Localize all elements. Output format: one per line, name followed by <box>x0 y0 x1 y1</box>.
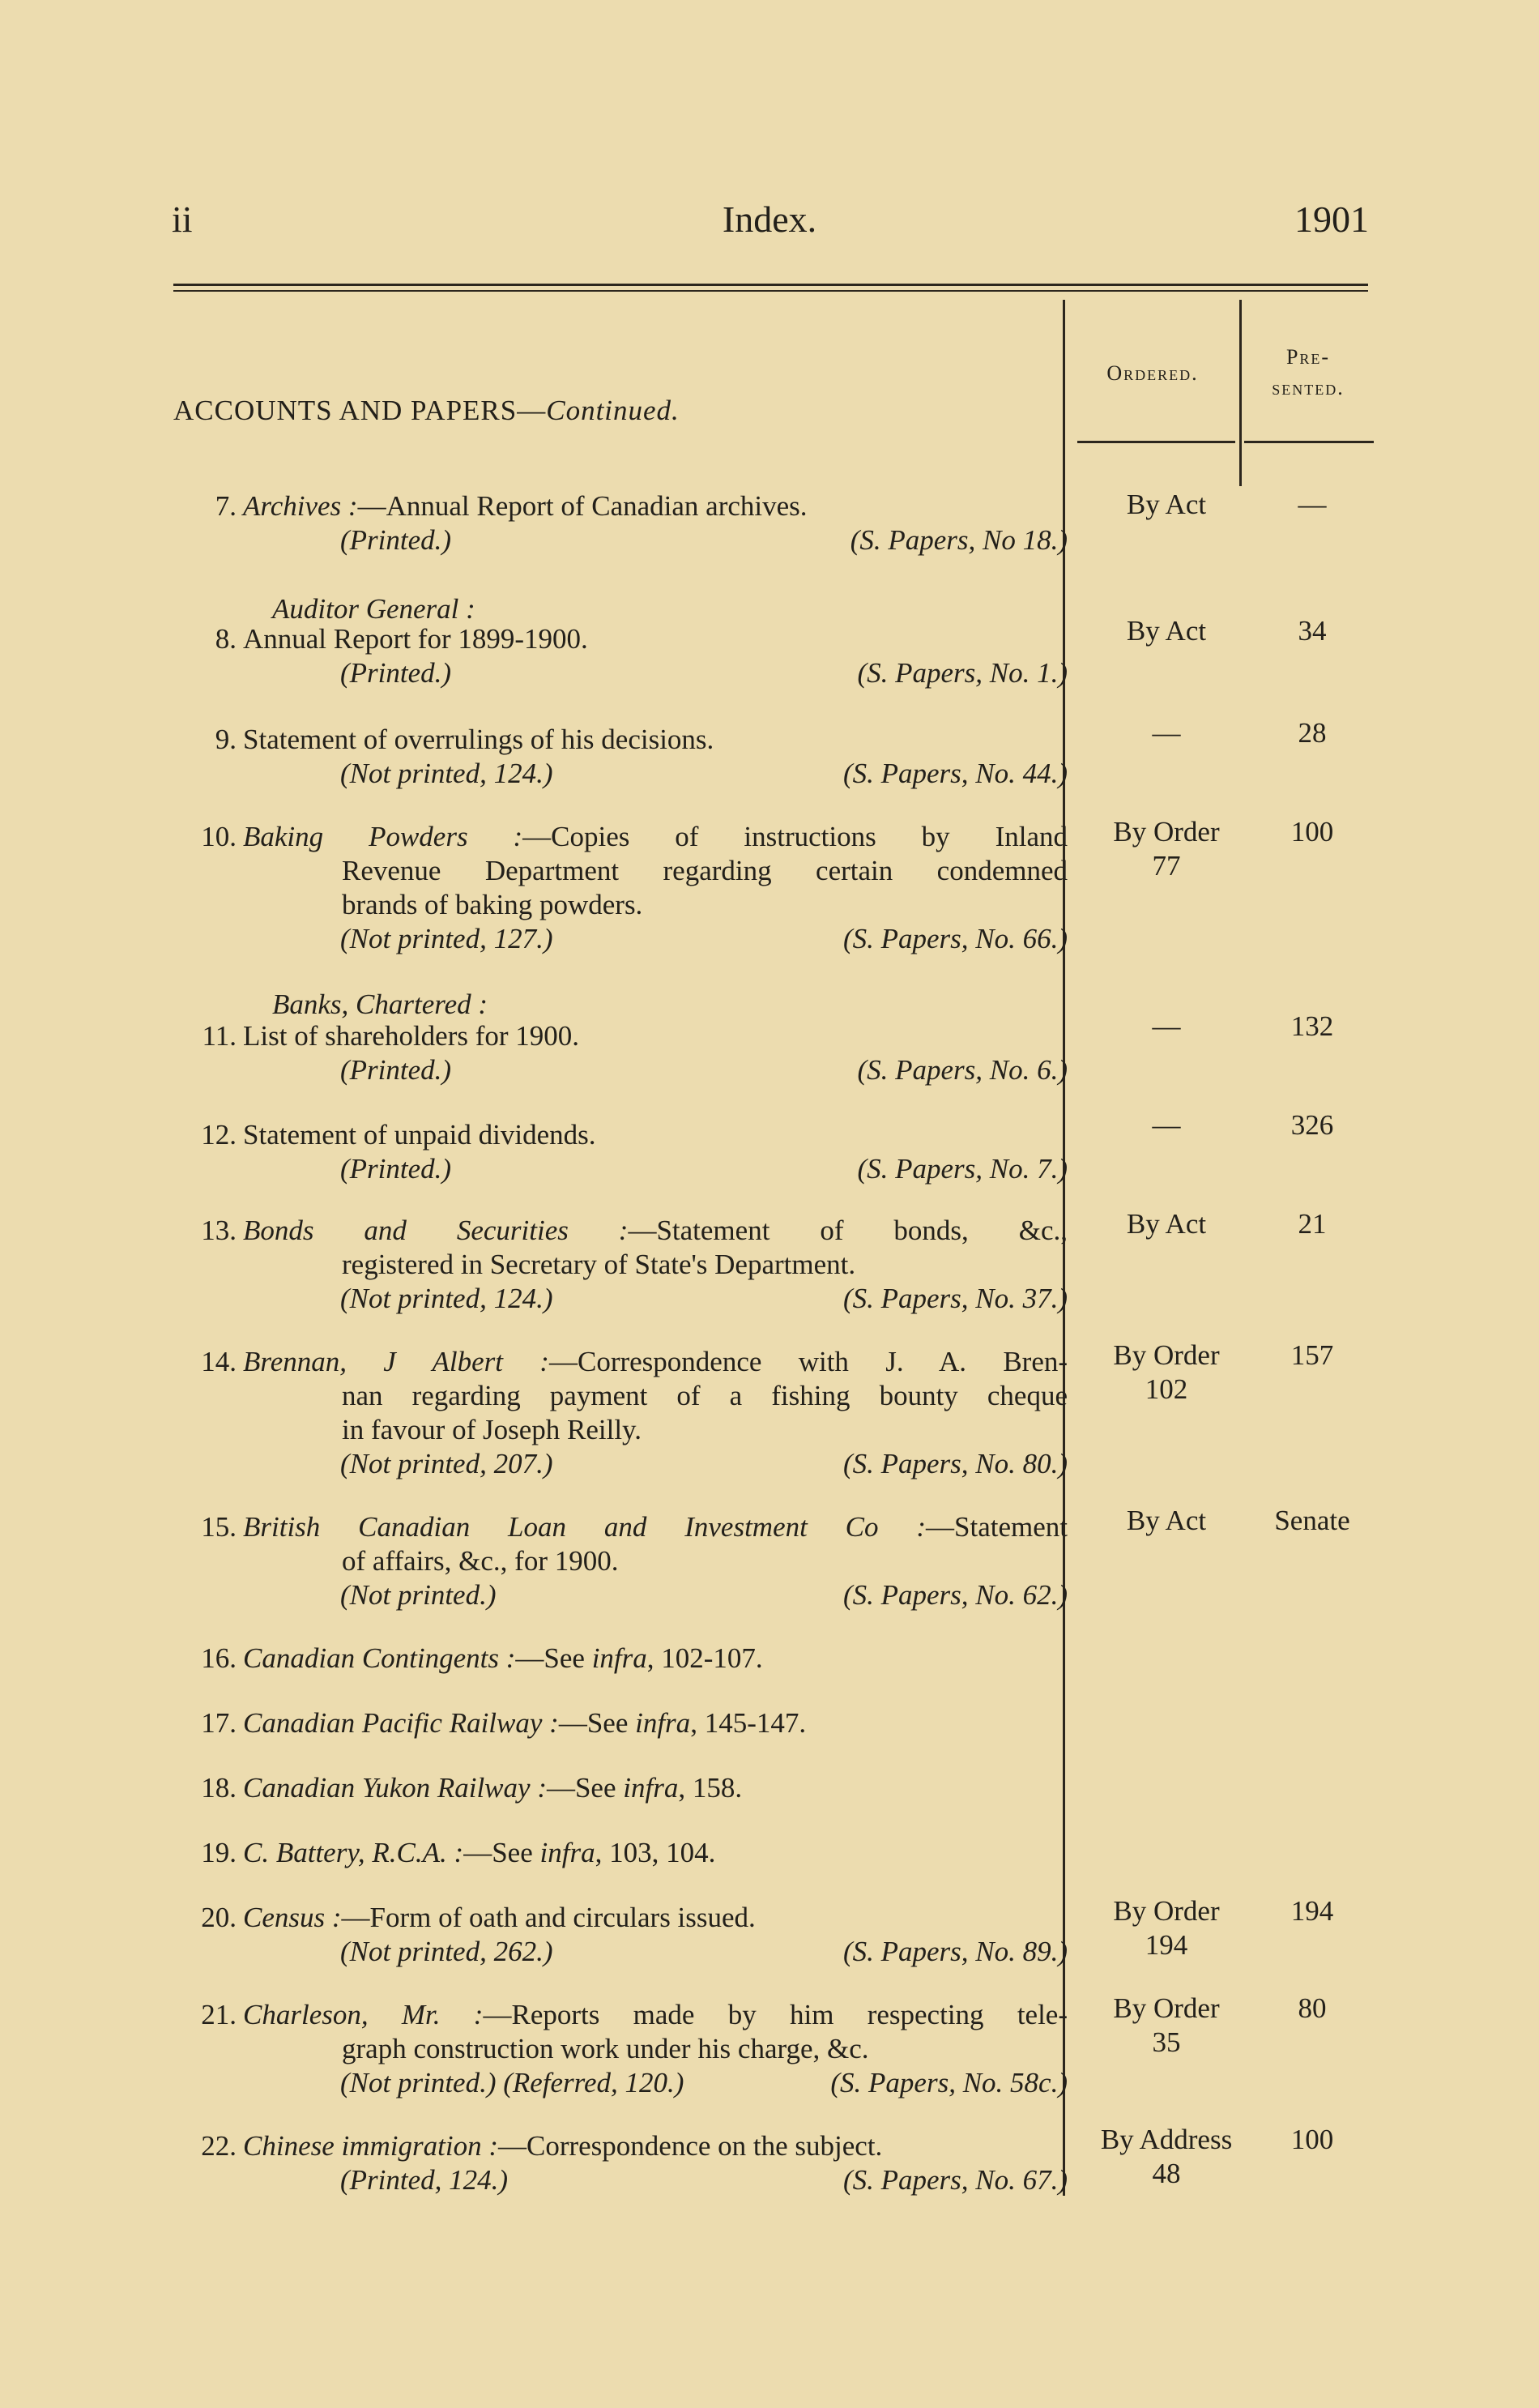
entry-reference: (S. Papers, No. 89.) <box>842 1936 1068 1967</box>
entry-status: (Printed.) <box>340 1153 452 1185</box>
entry-number: 13. <box>201 1215 237 1246</box>
entry-text: —See <box>558 1707 636 1739</box>
entry-text: , 158. <box>678 1772 743 1804</box>
presented-value: 194 <box>1290 1895 1334 1927</box>
entry-infra: infra <box>635 1707 691 1739</box>
entry-infra: infra <box>623 1772 679 1804</box>
index-entry <box>201 1706 1068 1740</box>
ordered-number: 194 <box>1145 1929 1188 1961</box>
entry-reference: (S. Papers, No. 80.) <box>842 1448 1068 1479</box>
entry-text: Statement of overrulings of his decisions. <box>243 724 714 755</box>
ordered-value: — <box>1152 717 1181 749</box>
entry-infra: infra <box>539 1837 595 1868</box>
entry-subject: Canadian Yukon Railway : <box>243 1772 547 1804</box>
ordered-value: By Act <box>1126 615 1207 647</box>
presented-line-2: sented. <box>1272 376 1345 399</box>
ordered-value: — <box>1152 1010 1181 1042</box>
index-entry <box>201 1345 1068 1481</box>
index-entry <box>201 1510 1068 1612</box>
ordered-number: 77 <box>1152 850 1181 882</box>
entry-text: —Reports made by him respecting tele- <box>483 1999 1068 2030</box>
entry-subject: Chinese immigration : <box>243 2130 498 2162</box>
entry-number: 20. <box>201 1902 237 1933</box>
entry-reference: (S. Papers, No. 37.) <box>842 1283 1068 1314</box>
presented-value: Senate <box>1274 1505 1350 1536</box>
subheading-banks-chartered: Banks, Chartered : <box>272 988 488 1020</box>
entry-text: in favour of Joseph Reilly. <box>342 1414 642 1445</box>
ordered-type: By Address <box>1100 2124 1233 2155</box>
index-entry <box>215 489 1068 557</box>
entry-subject: Brennan, J Albert : <box>243 1346 549 1377</box>
ordered-type: By Order <box>1113 1895 1220 1927</box>
entry-text: —Correspondence on the subject. <box>497 2130 883 2162</box>
page-number: ii <box>172 199 193 240</box>
ordered-value <box>1085 1894 1247 1962</box>
column-divider-ordered <box>1239 300 1242 486</box>
ordered-value <box>1085 815 1247 883</box>
index-entry <box>202 1019 1068 1087</box>
entry-text: —Statement <box>926 1511 1068 1543</box>
ordered-number: 35 <box>1152 2026 1181 2058</box>
column-header-ordered: Ordered. <box>1106 361 1199 385</box>
entry-subject: Canadian Contingents : <box>243 1642 516 1674</box>
entry-infra: infra <box>591 1642 647 1674</box>
entry-number: 15. <box>201 1511 237 1543</box>
entry-text: —Statement of bonds, &c., <box>628 1215 1068 1246</box>
ordered-value <box>1085 2123 1247 2191</box>
presented-value: 34 <box>1298 615 1327 647</box>
ordered-type: By Order <box>1113 1992 1220 2024</box>
entry-text: —Annual Report of Canadian archives. <box>357 490 808 522</box>
entry-number: 11. <box>202 1020 237 1052</box>
entry-reference: (S. Papers, No. 58c.) <box>830 2067 1068 2098</box>
entry-number: 8. <box>215 623 237 655</box>
entry-number: 14. <box>201 1346 237 1377</box>
entry-text: of affairs, &c., for 1900. <box>342 1545 619 1577</box>
entry-number: 17. <box>201 1707 237 1739</box>
entry-text: List of shareholders for 1900. <box>243 1020 580 1052</box>
entry-text: —See <box>463 1837 540 1868</box>
ordered-number: 102 <box>1145 1373 1188 1405</box>
entry-text: Revenue Department regarding certain condemned <box>342 855 1068 886</box>
entry-status: (Printed.) <box>340 1054 452 1086</box>
entry-subject: Archives : <box>243 490 358 522</box>
entry-text: , 103, 104. <box>595 1837 716 1868</box>
entry-number: 22. <box>201 2130 237 2162</box>
ordered-type: By Order <box>1113 1339 1220 1371</box>
entry-text: Annual Report for 1899-1900. <box>243 623 588 655</box>
entry-number: 12. <box>201 1119 237 1151</box>
ordered-value: By Act <box>1126 1208 1207 1240</box>
presented-value: 80 <box>1298 1992 1327 2024</box>
page-title: Index. <box>722 199 817 240</box>
subheading-auditor-general: Auditor General : <box>272 593 475 625</box>
entry-subject: C. Battery, R.C.A. : <box>243 1837 464 1868</box>
entry-reference: (S. Papers, No. 66.) <box>842 923 1068 954</box>
index-entry <box>201 1901 1068 1969</box>
entry-number: 21. <box>201 1999 237 2030</box>
entry-subject: Charleson, Mr. : <box>243 1999 484 2030</box>
index-entry <box>215 723 1068 791</box>
ordered-value: By Act <box>1126 489 1207 520</box>
entry-reference: (S. Papers, No. 7.) <box>857 1153 1068 1185</box>
presented-value: 100 <box>1290 816 1334 847</box>
entry-text: brands of baking powders. <box>342 889 643 920</box>
entry-status: (Not printed, 124.) <box>340 758 553 789</box>
year: 1901 <box>1294 199 1369 240</box>
presented-value: — <box>1298 489 1327 520</box>
presented-value: 21 <box>1298 1208 1327 1240</box>
entry-status: (Printed.) <box>340 657 452 689</box>
ordered-value <box>1085 1338 1247 1407</box>
entry-subject: British Canadian Loan and Investment Co : <box>243 1511 927 1543</box>
entry-number: 16. <box>201 1642 237 1674</box>
section-continued: Continued. <box>546 395 680 426</box>
index-entry <box>201 1998 1068 2100</box>
entry-status: (Printed, 124.) <box>340 2164 509 2196</box>
entry-subject: Census : <box>243 1902 342 1933</box>
entry-reference: (S. Papers, No. 44.) <box>842 758 1068 789</box>
entry-text: —See <box>546 1772 624 1804</box>
entry-text: Statement of unpaid dividends. <box>243 1119 596 1151</box>
section-heading <box>173 395 680 427</box>
entry-reference: (S. Papers, No. 1.) <box>857 657 1068 689</box>
entry-text: graph construction work under his charge, &c. <box>342 2033 869 2064</box>
entry-number: 10. <box>201 821 237 852</box>
header-rule-bottom <box>173 290 1368 292</box>
entry-text: , 145-147. <box>690 1707 807 1739</box>
index-entry <box>201 820 1068 956</box>
entry-status: (Not printed.) (Referred, 120.) <box>340 2067 684 2098</box>
presented-value: 28 <box>1298 717 1327 749</box>
entry-reference: (S. Papers, No 18.) <box>850 524 1068 556</box>
presented-line-1: Pre- <box>1285 345 1331 369</box>
entry-reference: (S. Papers, No. 67.) <box>842 2164 1068 2196</box>
index-entry <box>201 1836 1068 1870</box>
index-entry <box>201 1771 1068 1805</box>
entry-text: registered in Secretary of State's Department. <box>342 1249 856 1280</box>
entry-subject: Canadian Pacific Railway : <box>243 1707 559 1739</box>
entry-status: (Not printed.) <box>340 1579 497 1611</box>
entry-status: (Not printed, 124.) <box>340 1283 553 1314</box>
entry-subject: Bonds and Securities : <box>243 1215 629 1246</box>
index-entry <box>201 1214 1068 1316</box>
entry-number: 9. <box>215 724 237 755</box>
header-rule-top <box>173 284 1368 286</box>
presented-value: 100 <box>1290 2124 1334 2155</box>
column-header-presented <box>1243 342 1373 403</box>
entry-text: —Copies of instructions by Inland <box>522 821 1068 852</box>
ordered-number: 48 <box>1152 2158 1181 2189</box>
entry-status: (Printed.) <box>340 524 452 556</box>
entry-text: —Correspondence with J. A. Bren- <box>548 1346 1068 1377</box>
entry-text: nan regarding payment of a fishing bounty cheque <box>342 1380 1068 1411</box>
ordered-value: By Act <box>1126 1505 1207 1536</box>
entry-number: 18. <box>201 1772 237 1804</box>
ordered-value <box>1085 1992 1247 2060</box>
index-entry <box>215 622 1068 690</box>
presented-value: 132 <box>1290 1010 1334 1042</box>
entry-text: , 102-107. <box>646 1642 763 1674</box>
presented-value: 326 <box>1290 1109 1334 1141</box>
entry-status: (Not printed, 207.) <box>340 1448 553 1479</box>
index-entry <box>201 2129 1068 2197</box>
entry-text: —See <box>515 1642 592 1674</box>
entry-number: 19. <box>201 1837 237 1868</box>
presented-header-rule <box>1244 441 1374 443</box>
ordered-value: — <box>1152 1109 1181 1141</box>
presented-value: 157 <box>1290 1339 1334 1371</box>
entry-subject: Baking Powders : <box>243 821 523 852</box>
index-entry <box>201 1642 1068 1676</box>
entry-reference: (S. Papers, No. 6.) <box>857 1054 1068 1086</box>
entry-reference: (S. Papers, No. 62.) <box>842 1579 1068 1611</box>
index-entry <box>201 1118 1068 1186</box>
entry-number: 7. <box>215 490 237 522</box>
entry-status: (Not printed, 262.) <box>340 1936 553 1967</box>
ordered-type: By Order <box>1113 816 1220 847</box>
section-title: ACCOUNTS AND PAPERS— <box>173 395 547 426</box>
entry-text: —Form of oath and circulars issued. <box>341 1902 756 1933</box>
ordered-header-rule <box>1077 441 1235 443</box>
entry-status: (Not printed, 127.) <box>340 923 553 954</box>
